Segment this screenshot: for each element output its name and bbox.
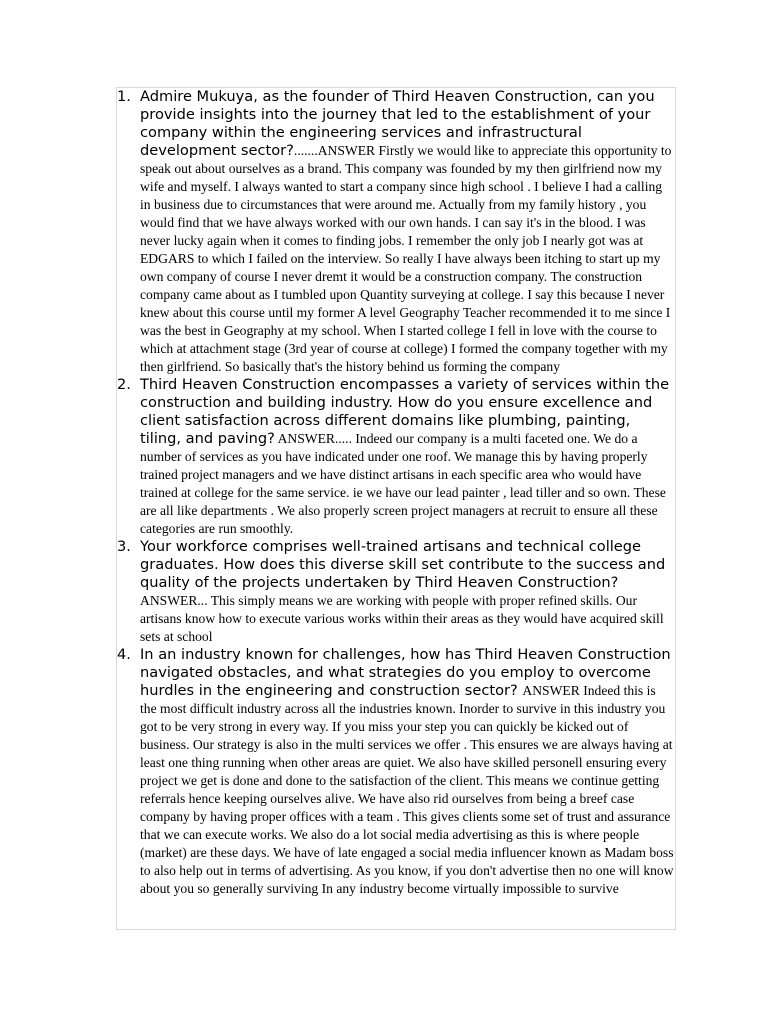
question-text: Admire Mukuya, as the founder of Third Heaven Construction, can you provide insights into the journey that led to the establishment of your company within the engineering services and infrastructural development sector? bbox=[140, 88, 655, 159]
answer-text: .......ANSWER Firstly we would like to appreciate this opportunity to speak out about ourselves as a brand. This company was founded by my then girlfriend now my wife and myself. I always wanted to start a company since high school . I believe I had a calling in business due to circumstances that were around me. Actually from my family history , you would find that we have always worked with our own hands. I can say it's in the blood. I was never lucky again when it comes to finding jobs. I remember the only job I nearly got was at EDGARS to which I failed on the interview. So really I have always been itching to start up my own company of course I never dremt it would be a construction company. The construction company came about as I tumbled upon Quantity surveying at college. I say this because I never knew about this course until my former A level Geography Teacher recommended it to me since I was the best in Geography at my school. When I started college I fell in love with the course to which at attachment stage (3rd year of course at college) I formed the company together with my then girlfriend. So basically that's the history behind us forming the company bbox=[140, 143, 672, 374]
item-paragraph bbox=[140, 646, 675, 898]
question-text: Third Heaven Construction encompasses a variety of services within the construction and building industry. How do you ensure excellence and client satisfaction across different domains like plumbing, painting, tiling, and paving? bbox=[140, 376, 670, 447]
item-number: 3. bbox=[117, 538, 131, 555]
answer-text: ANSWER..... Indeed our company is a multi faceted one. We do a number of services as you have indicated under one roof. We manage this by having properly trained project managers and we have distinct artisans in each specific area who would have trained at college for the same service. ie we have our lead painter , lead tiller and so own. These are all like departments . We also properly screen project managers at recruit to ensure all these categories are run smoothly. bbox=[140, 431, 666, 536]
question-text: In an industry known for challenges, how has Third Heaven Construction navigated obstacles, and what strategies do you employ to overcome hurdles in the engineering and construction sector? bbox=[140, 646, 671, 699]
item-number: 2. bbox=[117, 376, 131, 393]
list-item-3 bbox=[117, 538, 675, 646]
item-number: 1. bbox=[117, 88, 131, 105]
list-item-1 bbox=[117, 88, 675, 376]
item-number: 4. bbox=[117, 646, 131, 663]
item-paragraph bbox=[140, 376, 675, 538]
item-paragraph bbox=[140, 538, 675, 646]
list-item-2 bbox=[117, 376, 675, 538]
list-item-4 bbox=[117, 646, 675, 898]
question-text: Your workforce comprises well-trained artisans and technical college graduates. How does this diverse skill set contribute to the success and quality of the projects undertaken by Third Heaven Construction? bbox=[140, 538, 666, 591]
document-page bbox=[116, 87, 676, 930]
answer-text: ANSWER Indeed this is the most difficult industry across all the industries known. Inorder to survive in this industry you got to be very strong in every way. If you miss your step you can quickly be kicked out of business. Our strategy is also in the multi services we offer . This ensures we are always having at least one thing running when other areas are quiet. We also have skilled personell ensuring every project we get is done and done to the satisfaction of the client. This means we continue getting referrals hence keeping ourselves alive. We have also rid ourselves from being a breef case company by having proper offices with a team . This gives clients some set of trust and assurance that we can execute works. We also do a lot social media advertising as this is where people (market) are these days. We have of late engaged a social media influencer known as Madam boss to also help out in terms of advertising. As you know, if you don't advertise then no one will know about you so generally surviving In any industry become virtually impossible to survive bbox=[140, 683, 674, 896]
item-paragraph bbox=[140, 88, 675, 376]
qa-list bbox=[117, 88, 675, 898]
answer-text: ANSWER... This simply means we are working with people with proper refined skills. Our artisans know how to execute various works within their areas as they would have acquired skill sets at school bbox=[140, 593, 664, 644]
